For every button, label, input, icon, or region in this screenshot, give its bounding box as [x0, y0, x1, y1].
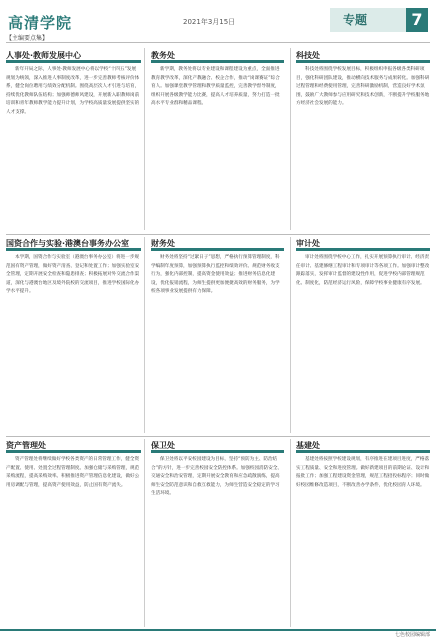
- article-body: 新学期，教务处将以专业建设和课程建设为重点，全面推进教育教学改革，深化产教融合、校企合作，推动“岗课赛证”综合育人。加强课堂教学管理和教学质量监控，完善教学督导制度，组织开展各级教学能力比赛，提高人才培养质量，努力打造一批高水平专业群和精品课程。: [151, 67, 280, 106]
- section-title: 审计处: [296, 239, 320, 248]
- footer-text: 七色校园编辑部: [394, 632, 430, 638]
- section-tag: [330, 8, 408, 32]
- article-body: 基建处将按照学校建设规划，有序推进在建项目进度，严格落实工程质量、安全和进度管理。做好新建项目的前期论证、设计和报批工作；加强工程建设资金管理，规范工程招投标程序；同时做好校园维修改造项目，不断改善办学条件，优化校园育人环境。: [296, 457, 430, 488]
- section-title-bar: [296, 60, 430, 63]
- article-body: 审计处将围绕学校中心工作，扎实开展预算执行审计、经济责任审计、基建修缮工程审计和专项审计等各项工作。加强审计整改跟踪落实，发挥审计监督的建设性作用，促进学校内部管理规范化、制度化，防范经济运行风险，保障学校事业健康有序发展。: [296, 255, 430, 286]
- article-body: 财务处将坚持“过紧日子”思想，严格执行预算管理制度，科学编制年度预算，加强预算执行监控和绩效评价。规范财务收支行为，强化内部控制，提高资金使用效益；推进财务信息化建设，优化报销流程，为师生提供更加便捷高效的财务服务，为学校各项事业发展提供有力保障。: [151, 255, 280, 294]
- column-divider: [290, 439, 291, 627]
- row-divider: [6, 234, 430, 235]
- article-body: 资产管理处将继续做好学校各类资产的日常管理工作，健全资产配置、使用、处置全过程管理制度。加强仓储与采购管理，规范采购流程，提高采购效率。积极推进资产管理信息化建设，做好公用房调配与管理，提高资产使用效益，防止国有资产流失。: [6, 457, 140, 488]
- page-header: [0, 0, 436, 44]
- section-title-bar: [296, 450, 430, 453]
- section-title: 国资合作与实验·港澳台事务办公室: [6, 239, 130, 248]
- article-body: 保卫处将以平安校园建设为目标，坚持“预防为主、防治结合”的方针，进一步完善校园安全防控体系。加强校园消防安全、交通安全和治安管理，定期开展安全教育和应急疏散演练，提高师生安全防范意识和自救互救能力，为师生营造安全稳定的学习生活环境。: [151, 457, 283, 496]
- article-body: 科技处将围绕学校发展目标，积极组织申报各级各类科研项目，强化科研团队建设，推动横向技术服务与成果转化。加强科研过程管理和经费使用管理，完善科研激励机制，营造良好学术氛围，鼓励广大教师参与应用研究和技术创新，不断提升学校服务地方经济社会发展的能力。: [296, 67, 430, 106]
- edition-label: 【主编要点集】: [6, 35, 49, 42]
- column-divider: [290, 237, 291, 433]
- column-divider: [144, 237, 145, 433]
- page-number: 7: [406, 8, 428, 32]
- section-title: 科技处: [296, 51, 320, 60]
- section-title: 教务处: [151, 51, 175, 60]
- header-rule: [6, 42, 430, 43]
- section-title-bar: [6, 450, 141, 453]
- column-divider: [290, 48, 291, 230]
- column-divider: [144, 439, 145, 627]
- article-body: 新年开局之际，人事处·教师发展中心将以学校“十四五”发展规划为统领，深入推进人事制度改革，进一步完善教师考核评价体系，健全岗位聘用与绩效分配机制。围绕高层次人才引进与培育，持续优化教师队伍结构；加强师德师风建设，开展新入职教师岗前培训和青年教师教学能力提升计划，为学校高质量发展提供坚实的人才支撑。: [6, 67, 140, 115]
- section-title: 人事处·教师发展中心: [6, 51, 82, 60]
- section-title: 基建处: [296, 441, 320, 450]
- row-divider: [6, 436, 430, 437]
- section-name: 专题: [342, 13, 367, 27]
- column-divider: [144, 48, 145, 230]
- section-title-bar: [296, 248, 430, 251]
- section-title: 资产管理处: [6, 441, 46, 450]
- section-title-bar: [151, 60, 284, 63]
- newspaper-logo: 高清学院: [8, 14, 73, 32]
- section-title: 财务处: [151, 239, 175, 248]
- section-title-bar: [6, 60, 141, 63]
- section-title: 保卫处: [151, 441, 175, 450]
- article-body: 本学期，国资合作与实验室（港澳台事务办公室）将进一步规范国有资产管理，做好资产清查、登记和处置工作；加强实验室安全管理，定期开展安全检查和隐患排查；积极拓展对外交流合作渠道，深化与港澳台地区及境外院校的交流项目，推进学校国际化办学水平提升。: [6, 255, 140, 294]
- section-title-bar: [6, 248, 141, 251]
- issue-date: 2021年3月15日: [183, 18, 236, 26]
- section-title-bar: [151, 248, 284, 251]
- section-title-bar: [151, 450, 284, 453]
